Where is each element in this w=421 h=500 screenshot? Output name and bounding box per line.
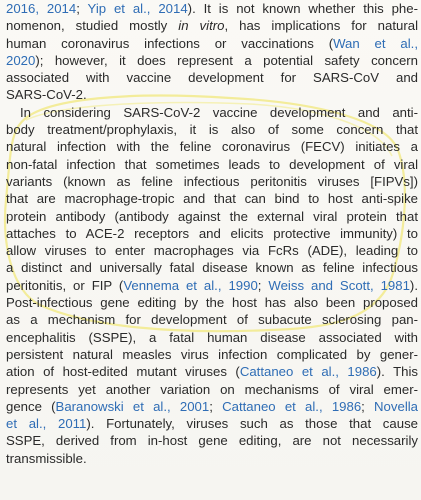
text-segment: associated with vaccine development for SARS-CoV and xyxy=(6,70,418,86)
citation-link[interactable]: Wan et al., xyxy=(333,35,418,51)
text-segment: variants (known as feline infectious peritonitis viruses [FIPVs]) xyxy=(6,173,418,189)
text-segment: , has implications for natural xyxy=(224,18,418,34)
text-segment: body treatment/prophylaxis, it is also of some concern that xyxy=(6,122,418,138)
text-segment: ). It is not known whether this phe- xyxy=(187,1,418,16)
text-line xyxy=(6,432,418,449)
text-segment: allow viruses to enter macrophages via FcRs (ADE), leading to xyxy=(6,243,418,259)
citation-link[interactable]: Weiss and Scott, 1981 xyxy=(268,277,410,293)
citation-link[interactable]: Cattaneo et al., 1986 xyxy=(239,364,377,380)
article-body xyxy=(6,0,418,467)
text-segment: represents yet another variation on mechanisms of viral emer- xyxy=(6,381,418,397)
text-segment: peritonitis, or FIP ( xyxy=(6,277,124,293)
text-line xyxy=(6,277,418,294)
text-segment: human coronavirus infections or vaccinations ( xyxy=(6,35,334,51)
text-line xyxy=(6,69,418,86)
text-line xyxy=(6,311,418,328)
citation-link[interactable]: Baranowski et al., 2001 xyxy=(55,398,210,414)
text-segment: encephalitis (SSPE), a fatal human disease associated with xyxy=(6,329,418,345)
text-line xyxy=(6,138,418,155)
text-line xyxy=(6,52,418,69)
text-line xyxy=(6,450,418,467)
text-line xyxy=(6,190,418,207)
text-segment: ); however, it does represent a potential safety concern xyxy=(35,52,418,68)
text-segment: gence ( xyxy=(6,398,56,414)
text-line xyxy=(6,208,418,225)
citation-link[interactable]: Cattaneo et al., 1986 xyxy=(222,398,362,414)
text-segment: a distinct and universally fatal disease known as feline infectious xyxy=(6,260,418,276)
text-segment: ; xyxy=(76,1,88,16)
citation-link[interactable]: 2020 xyxy=(6,52,36,68)
text-segment: attaches to ACE-2 receptors and elicits protective immunity) to xyxy=(6,225,418,241)
text-line xyxy=(6,346,418,363)
text-line xyxy=(6,363,418,380)
text-segment: that are macrophage-tropic and that can bind to host anti-spike xyxy=(6,191,418,207)
text-line xyxy=(6,415,418,432)
text-segment: ). Fortunately, viruses such as those that cause xyxy=(86,416,418,432)
paragraph-1 xyxy=(6,0,418,104)
text-segment: as a mechanism for development of subacute sclerosing pan- xyxy=(6,312,418,328)
citation-link[interactable]: et al., 2011 xyxy=(6,416,87,432)
text-segment: transmissible. xyxy=(6,450,87,466)
text-line xyxy=(6,225,418,242)
text-line xyxy=(6,0,418,17)
paragraph-2 xyxy=(6,104,418,467)
text-line xyxy=(6,329,418,346)
citation-link[interactable]: 2016, 2014 xyxy=(6,1,77,16)
text-segment: In considering SARS-CoV-2 vaccine development and anti- xyxy=(20,104,418,120)
text-segment: ; xyxy=(209,398,223,414)
text-segment: persistent natural measles virus infection complicated by gener- xyxy=(6,346,418,362)
text-segment: natural infection with the feline coronavirus (FECV) initiates a xyxy=(6,139,418,155)
text-line xyxy=(6,104,418,121)
text-segment: ; xyxy=(361,398,375,414)
text-segment: non-fatal infection that sometimes leads to development of viral xyxy=(6,156,418,172)
citation-link[interactable]: Yip et al., 2014 xyxy=(87,1,188,16)
text-segment: SSPE, derived from in-host gene editing, are not necessarily xyxy=(6,433,418,449)
text-line xyxy=(6,294,418,311)
text-line xyxy=(6,121,418,138)
text-segment: Post-infectious gene editing by the host has also been proposed xyxy=(6,295,418,311)
text-segment: ). This xyxy=(376,364,418,380)
text-segment: protein antibody (antibody against the external viral protein that xyxy=(6,208,418,224)
text-segment: ; xyxy=(257,277,269,293)
italic-text: in vitro xyxy=(178,18,225,34)
text-segment: ). xyxy=(409,277,418,293)
citation-link[interactable]: Vennema et al., 1990 xyxy=(123,277,258,293)
text-segment: SARS-CoV-2. xyxy=(6,87,87,103)
text-line xyxy=(6,35,418,52)
text-line xyxy=(6,156,418,173)
text-line xyxy=(6,398,418,415)
text-line xyxy=(6,242,418,259)
text-segment: ation of host-edited mutant viruses ( xyxy=(6,364,240,380)
text-line xyxy=(6,86,418,103)
text-line xyxy=(6,17,418,34)
text-line xyxy=(6,259,418,276)
citation-link[interactable]: Novella xyxy=(374,398,419,414)
text-line xyxy=(6,381,418,398)
text-line xyxy=(6,173,418,190)
text-segment: nomenon, studied mostly xyxy=(6,18,179,34)
